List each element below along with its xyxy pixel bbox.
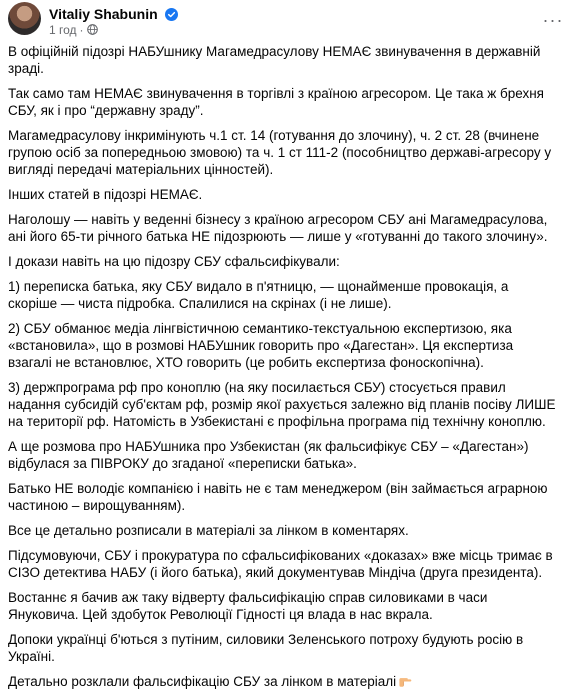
post-paragraph: Все це детально розписали в матеріалі за лінком в коментарях. xyxy=(8,523,409,538)
post-paragraph: 1) переписка батька, яку СБУ видало в п'ятницю, — щонайменше провокація, а скоріше — чиста підробка. Спалилися на скрінах (і не лише). xyxy=(8,279,509,311)
post-paragraph-last xyxy=(8,673,560,690)
post-paragraph: Інших статей в підозрі НЕМАЄ. xyxy=(8,187,203,202)
author-name-row xyxy=(49,6,178,22)
post-paragraph: Батько НЕ володіє компанією і навіть не є там менеджером (він займається аграрною частиною – вирощуванням). xyxy=(8,481,548,513)
post-meta xyxy=(49,23,98,37)
post-paragraph: Підсумовуючи, СБУ і прокуратура по сфальсифікованих «доказах» вже місць тримає в СІЗО детектива НАБУ (і його батька), який документував Міндіча (друга президента). xyxy=(8,548,553,580)
post-paragraph: І докази навіть на цю підозру СБУ сфальсифікували: xyxy=(8,254,340,269)
post-paragraph: Наголошу — навіть у веденні бізнесу з країною агресором СБУ ані Магамедрасулова, ані його 65-ти річного батька НЕ підозрюють — лише у «готуванні до такого злочину». xyxy=(8,212,548,244)
post-header xyxy=(8,2,567,46)
post-paragraph: Востаннє я бачив аж таку відверту фальсифікацію справ силовиками в часи Януковича. Цей здобуток Революції Гідності ця влада в нас вкрала. xyxy=(8,590,488,622)
post-paragraph: Так само там НЕМАЄ звинувачення в торгівлі з країною агресором. Це така ж брехня СБУ, як і про “державну зраду”. xyxy=(8,86,544,118)
author-avatar[interactable] xyxy=(8,2,41,35)
post-paragraph: В офіційній підозрі НАБУшнику Магамедрасулову НЕМАЄ звинувачення в державній зраді. xyxy=(8,44,541,76)
globe-icon[interactable] xyxy=(87,24,98,35)
post-paragraph: Допоки українці б'ються з путіним, силовики Зеленського потроху будують росію в Україні. xyxy=(8,632,524,664)
verified-badge-icon xyxy=(165,8,178,21)
more-options-button[interactable] xyxy=(539,6,567,34)
post-paragraph-text: Детально розклали фальсифікацію СБУ за лінком в матеріалі xyxy=(8,674,397,689)
more-options-icon: ··· xyxy=(542,10,564,30)
post-text xyxy=(8,43,560,698)
post-time[interactable]: 1 год xyxy=(49,23,77,37)
post-paragraph: Магамедрасулову інкримінують ч.1 ст. 14 (готування до злочину), ч. 2 ст. 28 (вчинене групою осіб за попередньою змовою) та ч. 1 ст 111-2 (пособництво державі-агресору у вигляді передачі матеріальних цінностей). xyxy=(8,128,552,177)
post-paragraph: А ще розмова про НАБУшника про Узбекистан (як фальсифікує СБУ – «Дагестан») відбулася за ПІВРОКУ до згаданої «переписки батька». xyxy=(8,439,529,471)
author-name[interactable]: Vitaliy Shabunin xyxy=(49,6,158,22)
post-paragraph: 3) держпрограма рф про коноплю (на яку посилається СБУ) стосується правил надання субсидій суб'єктам рф, розмір якої рахується залежно від планів посіву ЛИШЕ на території рф. Натомість в Узбекистані є профільна програма під технічну коноплю. xyxy=(8,380,556,429)
meta-separator: · xyxy=(79,23,84,37)
post-paragraph: 2) СБУ обманює медіа лінгвістичною семантико-текстуальною експертизою, яка «встановила», що в розмові НАБУшник говорить про «Дагестан». Ця експертиза взагалі не встановлює, ХТО говорить (це робить експертиза фоноскопічна). xyxy=(8,321,514,370)
backhand-index-pointing-right-emoji xyxy=(398,675,412,688)
